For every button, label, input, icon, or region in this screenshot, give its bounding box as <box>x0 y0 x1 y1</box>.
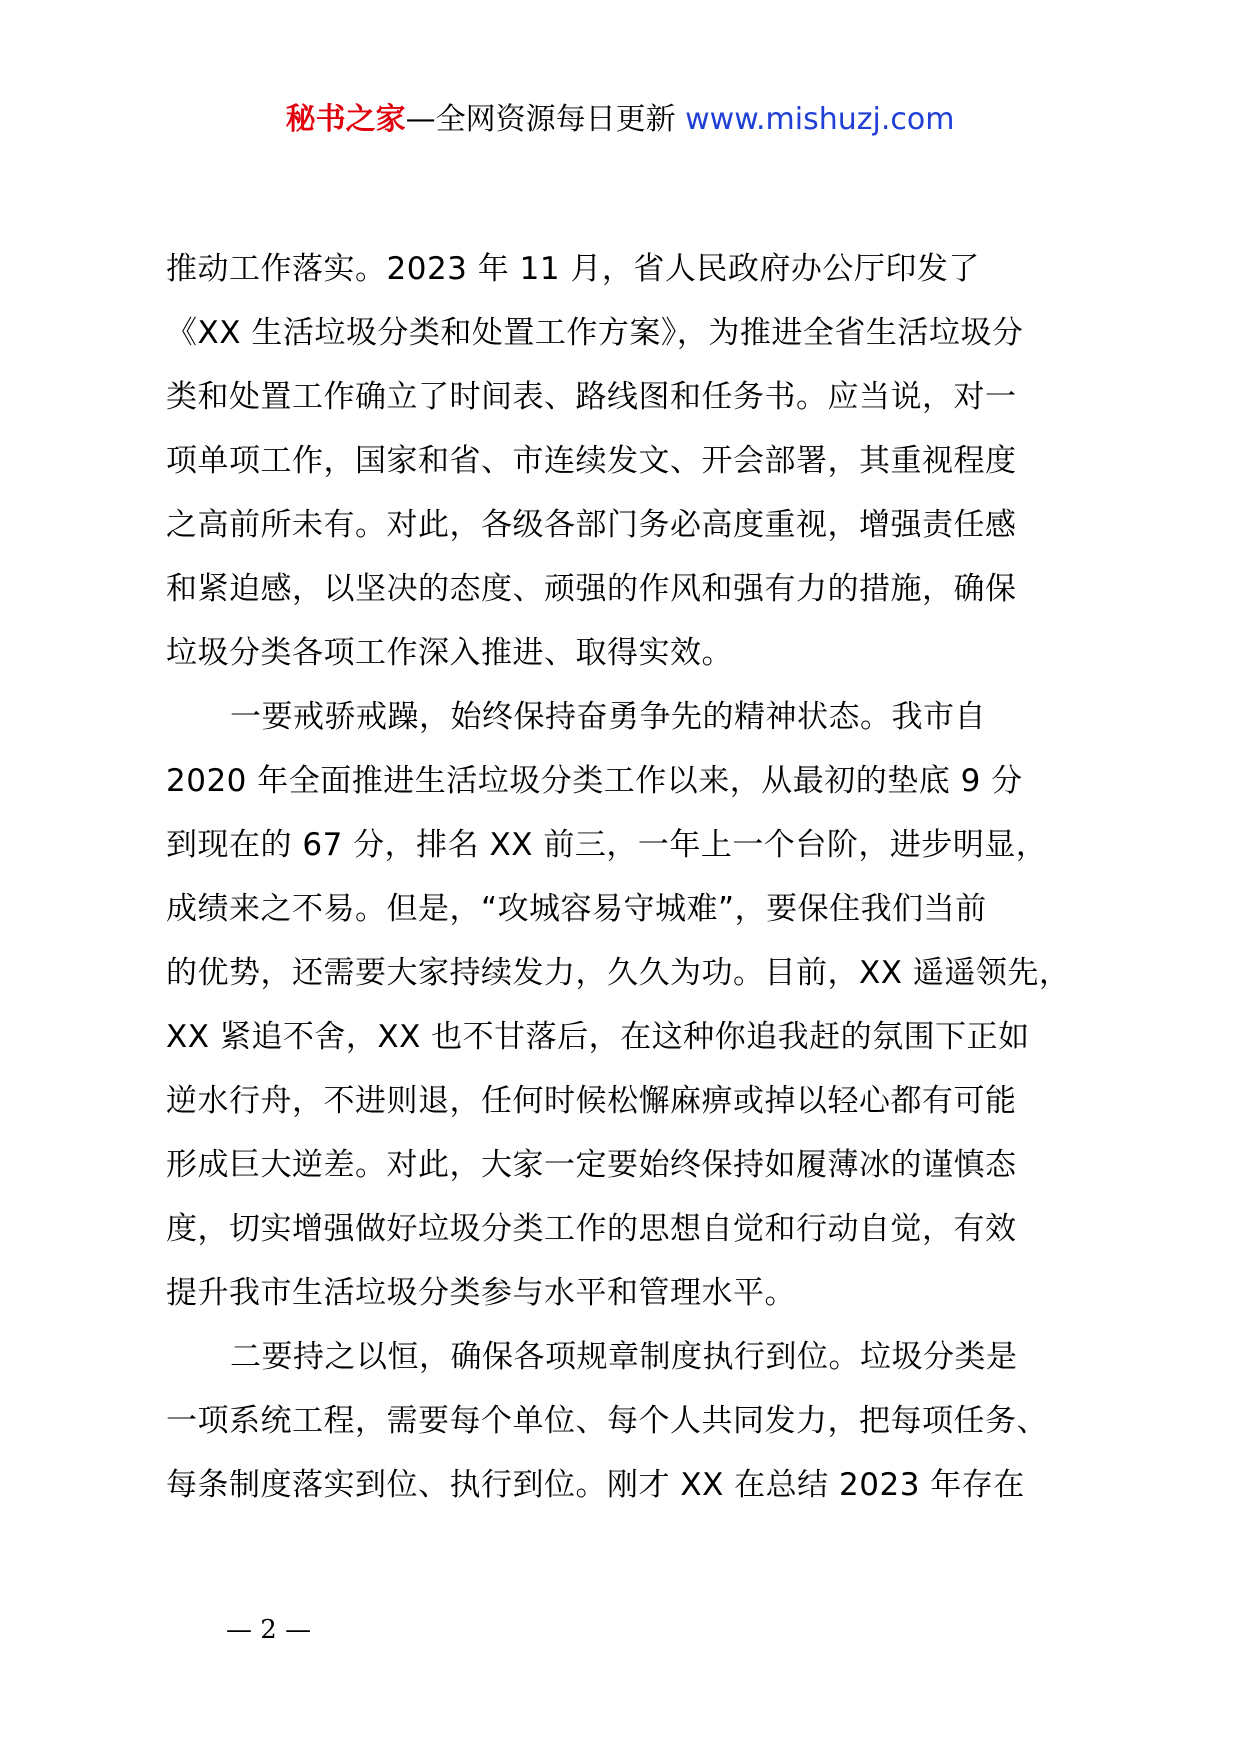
text-line: 一项系统工程，需要每个单位、每个人共同发力，把每项任务、 <box>166 1403 1048 1439</box>
text-line: 度，切实增强做好垃圾分类工作的思想自觉和行动自觉，有效 <box>166 1211 1017 1247</box>
text-line: 垃圾分类各项工作深入推进、取得实效。 <box>166 635 733 671</box>
paragraph-3 <box>166 1325 1126 1517</box>
text-line: 推动工作落实。2023 年 11 月，省人民政府办公厅印发了 <box>166 251 980 287</box>
text-line: 一要戒骄戒躁，始终保持奋勇争先的精神状态。我市自 <box>230 699 986 735</box>
text-line: 逆水行舟，不进则退，任何时候松懈麻痹或掉以轻心都有可能 <box>166 1083 1017 1119</box>
text-line: 提升我市生活垃圾分类参与水平和管理水平。 <box>166 1275 796 1311</box>
text-line: 的优势，还需要大家持续发力，久久为功。目前，XX 遥遥领先， <box>166 955 1071 991</box>
page-number: — 2 — <box>226 1615 312 1645</box>
site-tagline: —全网资源每日更新 <box>405 102 676 137</box>
text-line: 2020 年全面推进生活垃圾分类工作以来，从最初的垫底 9 分 <box>166 763 1023 799</box>
text-line: 成绩来之不易。但是，“攻城容易守城难”，要保住我们当前 <box>166 891 987 927</box>
site-url-link[interactable]: www.mishuzj.com <box>685 102 955 137</box>
site-brand-name: 秘书之家 <box>285 102 406 137</box>
paragraph-2 <box>166 685 1126 1325</box>
text-line: 类和处置工作确立了时间表、路线图和任务书。应当说，对一 <box>166 379 1017 415</box>
text-line: 形成巨大逆差。对此，大家一定要始终保持如履薄冰的谨慎态 <box>166 1147 1017 1183</box>
text-line: 到现在的 67 分，排名 XX 前三，一年上一个台阶，进步明显， <box>166 827 1048 863</box>
text-line: 《XX 生活垃圾分类和处置工作方案》，为推进全省生活垃圾分 <box>166 315 1024 351</box>
text-line: XX 紧追不舍，XX 也不甘落后，在这种你追我赶的氛围下正如 <box>166 1019 1030 1055</box>
text-line: 每条制度落实到位、执行到位。刚才 XX 在总结 2023 年存在 <box>166 1467 1025 1503</box>
text-line: 二要持之以恒，确保各项规章制度执行到位。垃圾分类是 <box>230 1339 1018 1375</box>
site-header <box>0 98 1240 142</box>
text-line: 之高前所未有。对此，各级各部门务必高度重视，增强责任感 <box>166 507 1017 543</box>
document-body <box>166 237 1126 1517</box>
paragraph-1 <box>166 237 1126 685</box>
text-line: 和紧迫感，以坚决的态度、顽强的作风和强有力的措施，确保 <box>166 571 1017 607</box>
text-line: 项单项工作，国家和省、市连续发文、开会部署，其重视程度 <box>166 443 1017 479</box>
